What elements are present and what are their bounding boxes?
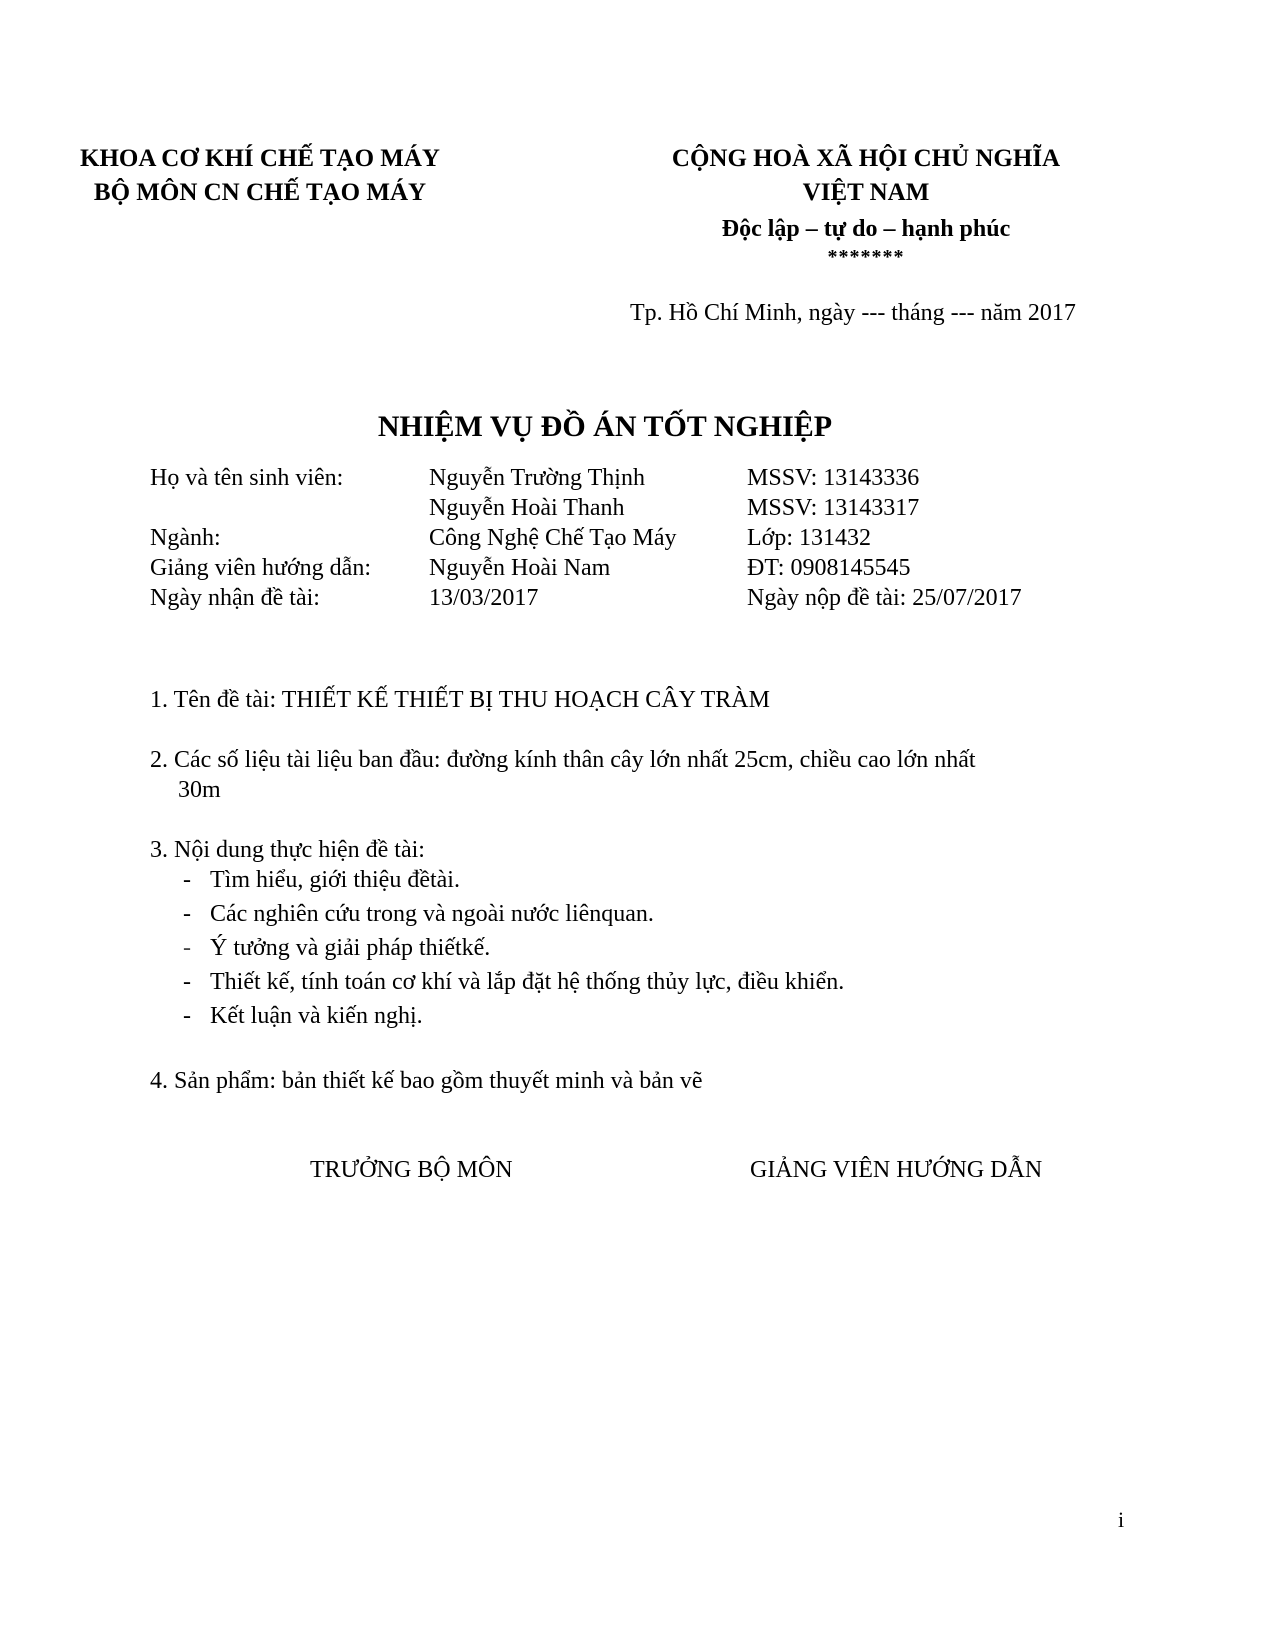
topic-title: THIẾT KẾ THIẾT BỊ THU HOẠCH CÂY TRÀM bbox=[281, 687, 770, 713]
info-label: Ngày nhận đề tài: bbox=[150, 585, 320, 611]
info-value: Nguyễn Trường Thịnh bbox=[429, 465, 645, 491]
info-extra: Ngày nộp đề tài: 25/07/2017 bbox=[747, 585, 1022, 611]
signature-supervisor: GIẢNG VIÊN HƯỚNG DẪN bbox=[750, 1157, 1043, 1183]
list-item-text: Thiết kế, tính toán cơ khí và lắp đặt hệ thống thủy lực, điều khiển. bbox=[210, 969, 845, 995]
bullet-dash: - bbox=[183, 901, 191, 927]
initial-data-line1: 2. Các số liệu tài liệu ban đầu: đường kính thân cây lớn nhất 25cm, chiều cao lớn nhất bbox=[150, 747, 976, 773]
info-value: 13/03/2017 bbox=[429, 585, 539, 611]
list-item-text: Các nghiên cứu trong và ngoài nước liênquan. bbox=[210, 901, 654, 927]
national-motto: Độc lập – tự do – hạnh phúc bbox=[721, 216, 1011, 242]
info-extra: MSSV: 13143317 bbox=[747, 495, 920, 521]
info-value: Công Nghệ Chế Tạo Máy bbox=[429, 525, 677, 551]
national-title: CỘNG HOÀ XÃ HỘI CHỦ NGHĨA bbox=[671, 145, 1061, 172]
date-line: Tp. Hồ Chí Minh, ngày --- tháng --- năm 2017 bbox=[630, 300, 1076, 326]
content-heading: 3. Nội dung thực hiện đề tài: bbox=[150, 837, 425, 863]
info-value: Nguyễn Hoài Thanh bbox=[429, 495, 625, 521]
bullet-dash: - bbox=[183, 969, 191, 995]
info-label: Giảng viên hướng dẫn: bbox=[150, 555, 371, 581]
faculty-name: KHOA CƠ KHÍ CHẾ TẠO MÁY bbox=[80, 145, 440, 172]
national-title-line2: VIỆT NAM bbox=[802, 179, 930, 206]
list-item-text: Ý tưởng và giải pháp thiếtkế. bbox=[210, 935, 491, 961]
bullet-dash: - bbox=[183, 935, 191, 961]
list-item-text: Kết luận và kiến nghị. bbox=[210, 1003, 423, 1029]
info-label: Họ và tên sinh viên: bbox=[150, 465, 344, 491]
bullet-dash: - bbox=[183, 867, 191, 893]
list-item-text: Tìm hiểu, giới thiệu đềtài. bbox=[210, 867, 460, 893]
info-extra: Lớp: 131432 bbox=[747, 525, 872, 551]
topic-line bbox=[150, 685, 770, 715]
info-extra: ĐT: 0908145545 bbox=[747, 555, 911, 581]
info-label: Ngành: bbox=[150, 525, 221, 551]
department-name: BỘ MÔN CN CHẾ TẠO MÁY bbox=[93, 179, 427, 206]
info-extra: MSSV: 13143336 bbox=[747, 465, 920, 491]
info-value: Nguyễn Hoài Nam bbox=[429, 555, 611, 581]
product-line: 4. Sản phẩm: bản thiết kế bao gồm thuyết minh và bản vẽ bbox=[150, 1068, 703, 1094]
motto-stars: ******* bbox=[827, 246, 905, 268]
initial-data-line2: 30m bbox=[178, 777, 221, 803]
topic-prefix: 1. Tên đề tài: bbox=[150, 687, 282, 713]
bullet-dash: - bbox=[183, 1003, 191, 1029]
page-number: i bbox=[1118, 1507, 1125, 1532]
signature-head-of-department: TRƯỞNG BỘ MÔN bbox=[310, 1157, 513, 1183]
document-title: NHIỆM VỤ ĐỒ ÁN TỐT NGHIỆP bbox=[377, 410, 833, 443]
